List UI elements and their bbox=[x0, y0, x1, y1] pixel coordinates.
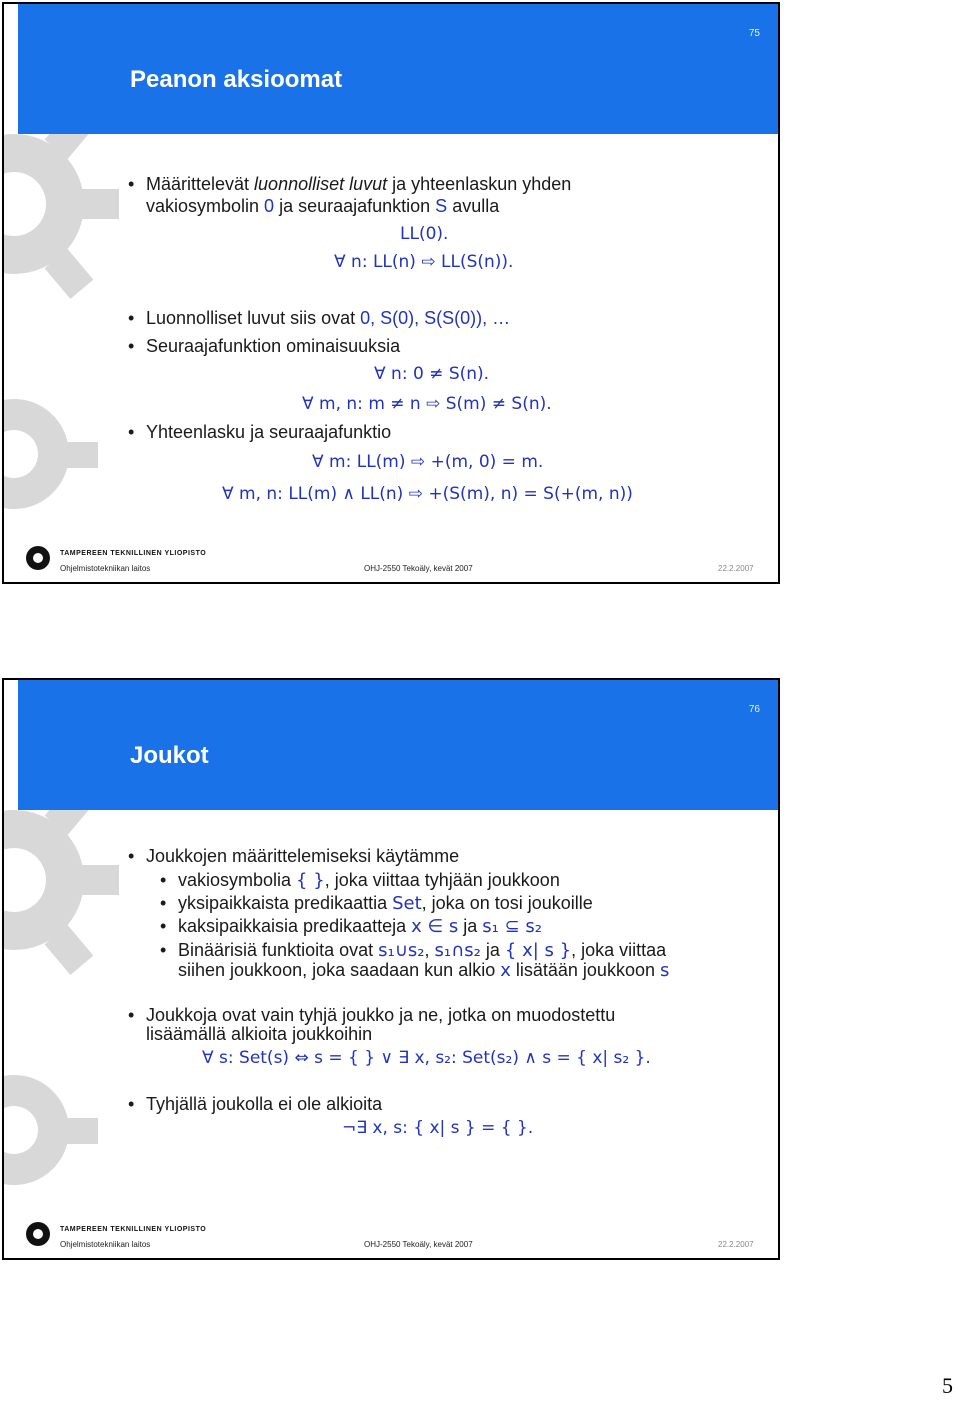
sub-bullet-empty-set: • vakiosymbolia { }, joka viittaa tyhjään joukkoon bbox=[178, 870, 560, 891]
slide-date: 22.2.2007 bbox=[718, 1240, 754, 1249]
bullet-natural-numbers: • Luonnolliset luvut siis ovat 0, S(0), S(S(0)), … bbox=[146, 308, 510, 329]
formula-zero-not-successor: ∀ n: 0 ≠ S(n). bbox=[374, 364, 490, 384]
bullet-set-construction-cont: lisäämällä alkioita joukkoihin bbox=[146, 1024, 373, 1044]
bullet-set-construction: • Joukkoja ovat vain tyhjä joukko ja ne, jotka on muodostettu bbox=[146, 1005, 615, 1026]
slide-76 bbox=[2, 678, 780, 1260]
slide-footer bbox=[4, 542, 778, 582]
sub-bullet-set-predicate: • yksipaikkaista predikaattia Set, joka on tosi joukoille bbox=[178, 893, 593, 914]
formula-addition-base: ∀ m: LL(m) ⇨ +(m, 0) = m. bbox=[312, 452, 544, 472]
title-bar bbox=[18, 680, 778, 810]
bullet-definition: • Määrittelevät luonnolliset luvut ja yhteenlaskun yhden bbox=[146, 174, 571, 195]
bullet-sets-definition: • Joukkojen määrittelemiseksi käytämme bbox=[146, 846, 459, 867]
slide-footer bbox=[4, 1218, 778, 1258]
university-logo-icon bbox=[26, 1222, 50, 1246]
slide-date: 22.2.2007 bbox=[718, 564, 754, 573]
sub-bullet-binary-functions: • Binäärisiä funktioita ovat s₁∪s₂, s₁∩s₂ ja { x| s }, joka viittaa bbox=[178, 940, 666, 961]
bullet-definition-cont: vakiosymbolin 0 ja seuraajafunktion S avulla bbox=[146, 196, 500, 216]
bullet-addition: • Yhteenlasku ja seuraajafunktio bbox=[146, 422, 391, 443]
university-name: TAMPEREEN TEKNILLINEN YLIOPISTO bbox=[60, 1226, 207, 1233]
formula-ll-successor: ∀ n: LL(n) ⇨ LL(S(n)). bbox=[334, 252, 514, 272]
bullet-empty-set-no-elements: • Tyhjällä joukolla ei ole alkioita bbox=[146, 1094, 382, 1115]
course-name: OHJ-2550 Tekoäly, kevät 2007 bbox=[364, 564, 473, 573]
sub-bullet-binary-predicates: • kaksipaikkaisia predikaatteja x ∈ s ja s₁ ⊆ s₂ bbox=[178, 916, 542, 937]
department: Ohjelmistotekniikan laitos bbox=[60, 564, 151, 573]
formula-set-definition: ∀ s: Set(s) ⇔ s = { } ∨ ∃ x, s₂: Set(s₂) ∧ s = { x| s₂ }. bbox=[202, 1048, 651, 1068]
university-name: TAMPEREEN TEKNILLINEN YLIOPISTO bbox=[60, 550, 207, 557]
slide-title: Peanon aksioomat bbox=[130, 66, 343, 93]
sub-bullet-binary-functions-cont: siihen joukkoon, joka saadaan kun alkio x lisätään joukkoon s bbox=[178, 960, 670, 981]
course-name: OHJ-2550 Tekoäly, kevät 2007 bbox=[364, 1240, 473, 1249]
slide-75 bbox=[2, 2, 780, 584]
formula-ll0: LL(0). bbox=[400, 224, 449, 244]
slide-number: 76 bbox=[748, 704, 760, 715]
university-logo-icon bbox=[26, 546, 50, 570]
bullet-successor-props: • Seuraajafunktion ominaisuuksia bbox=[146, 336, 400, 357]
slide-number: 75 bbox=[748, 28, 760, 39]
formula-addition-step: ∀ m, n: LL(m) ∧ LL(n) ⇨ +(S(m), n) = S(+(m, n)) bbox=[222, 484, 633, 504]
page-number: 5 bbox=[942, 1373, 953, 1398]
formula-injective: ∀ m, n: m ≠ n ⇨ S(m) ≠ S(n). bbox=[302, 394, 552, 414]
title-bar bbox=[18, 4, 778, 134]
department: Ohjelmistotekniikan laitos bbox=[60, 1240, 151, 1249]
slide-title: Joukot bbox=[130, 742, 209, 769]
formula-empty-set: ¬∃ x, s: { x| s } = { }. bbox=[342, 1118, 534, 1138]
